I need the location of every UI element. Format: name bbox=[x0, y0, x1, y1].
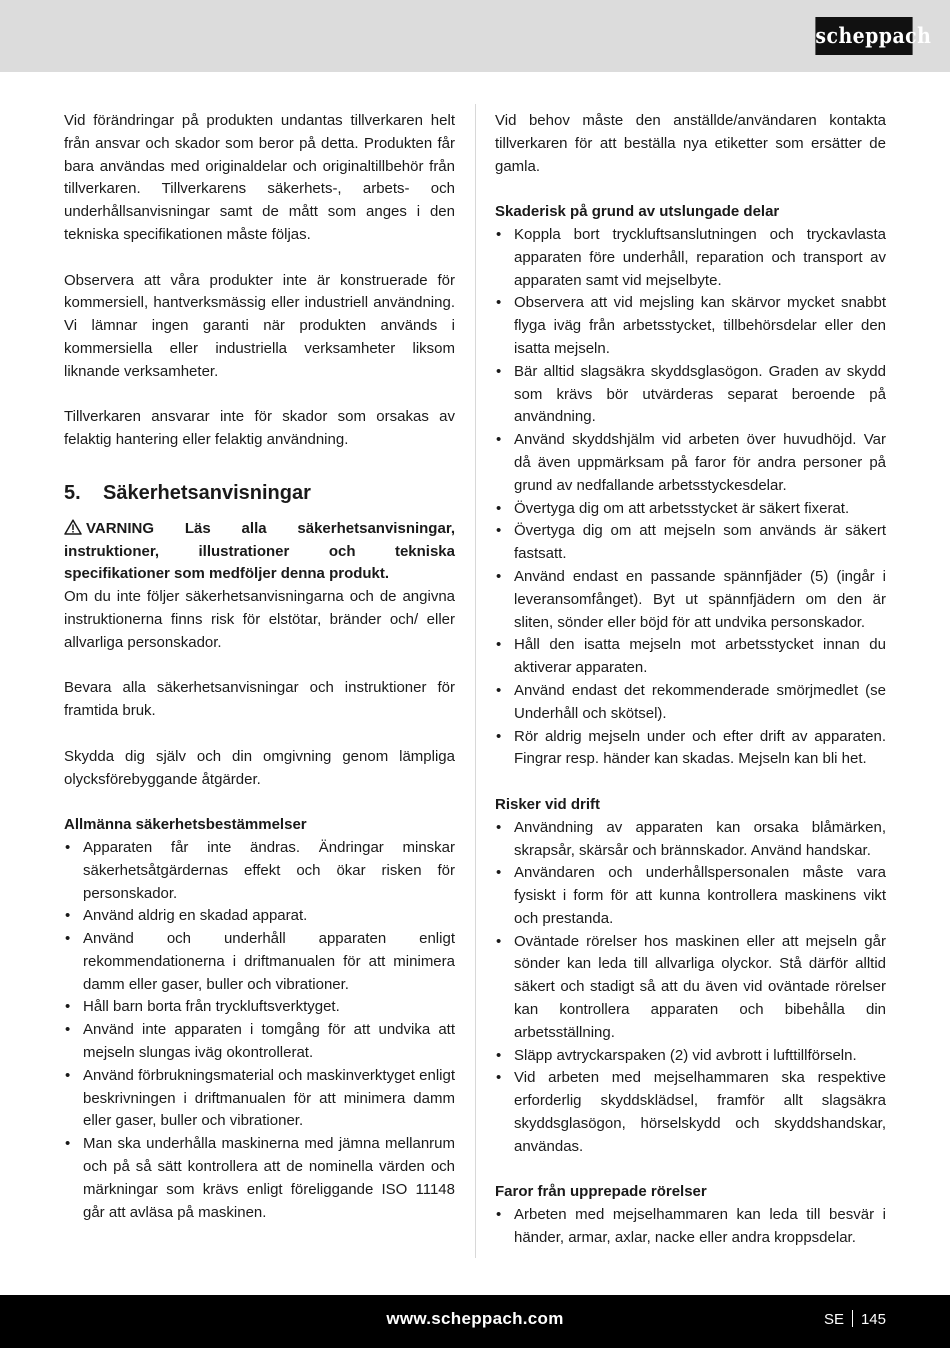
warning-paragraph bbox=[64, 518, 455, 586]
intro-paragraph-2: Observera att våra produkter inte är konstruerade för kommersiell, hantverksmässig eller industriell användning. Vi lämnar ingen garanti när produkten används i kommersiella eller industriella verksamheter liksom liknande verksamheter. bbox=[64, 271, 455, 380]
section-heading bbox=[64, 479, 455, 507]
right-column bbox=[495, 110, 886, 1250]
operation-risks-heading: Risker vid drift bbox=[495, 795, 601, 813]
operation-risks-list bbox=[495, 817, 886, 1159]
column-divider bbox=[475, 104, 476, 1258]
section-number: 5. bbox=[64, 481, 81, 504]
list-item: • Håll den isatta mejseln mot arbetsstycket innan du aktiverar apparaten. bbox=[495, 634, 886, 680]
repeated-motion-list bbox=[495, 1204, 886, 1250]
website-link[interactable]: www.scheppach.com bbox=[386, 1309, 564, 1328]
ejected-parts-heading: Skaderisk på grund av utslungade delar bbox=[495, 203, 780, 221]
intro-paragraph-1: Vid förändringar på produkten undantas tillverkaren helt från ansvar och skador som beror på detta. Produkten får bara användas med originaldelar och originaltillbehör från tillverkaren. Tillverkarens säkerhets-, arbets- och underhållsanvisningar samt de mått som anges i den tekniska specifikationen måste följas. bbox=[64, 112, 455, 243]
warning-bold-text: VARNING Läs alla säkerhetsanvisningar, instruktioner, illustrationer och tekniska specifikationer som medföljer denna produkt. bbox=[64, 519, 455, 583]
list-item: • Man ska underhålla maskinerna med jämna mellanrum och på så sätt kontrollera att de nominella värden och märkningar som krävs enligt föreliggande ISO 11148 går att avläsa på maskinen. bbox=[64, 1133, 455, 1224]
list-item: • Håll barn borta från tryckluftsverktyget. bbox=[64, 996, 455, 1019]
list-item: • Vid arbeten med mejselhammaren ska respektive erforderlig skyddsklädsel, framför allt slagsäkra skyddsglasögon, hörselskydd och skyddshandskar, användas. bbox=[495, 1067, 886, 1158]
repeated-motion-heading: Faror från upprepade rörelser bbox=[495, 1183, 707, 1201]
page-indicator bbox=[824, 1310, 886, 1328]
list-item: • Användning av apparaten kan orsaka blåmärken, skrapsår, skärsår och brännskador. Använd handskar. bbox=[495, 817, 886, 863]
keep-instructions-text: Bevara alla säkerhetsanvisningar och instruktioner för framtida bruk. bbox=[64, 679, 455, 720]
list-item: • Arbeten med mejselhammaren kan leda till besvär i händer, armar, axlar, nacke eller andra kroppsdelar. bbox=[495, 1204, 886, 1250]
ejected-parts-list bbox=[495, 224, 886, 771]
list-item: • Användaren och underhållspersonalen måste vara fysiskt i form för att kunna kontrollera maskinens vikt och prestanda. bbox=[495, 862, 886, 930]
language-code: SE bbox=[823, 1311, 844, 1328]
list-item: • Koppla bort tryckluftsanslutningen och tryckavlasta apparaten före underhåll, reparation och transport av apparaten samt vid mejselbyte. bbox=[495, 224, 886, 292]
page-separator bbox=[852, 1310, 853, 1327]
scheppach-logo: scheppach bbox=[815, 17, 912, 55]
section-title: Säkerhetsanvisningar bbox=[103, 481, 311, 504]
left-column bbox=[64, 110, 455, 1224]
list-item: • Rör aldrig mejseln under och efter drift av apparaten. Fingrar resp. händer kan skadas. Mejseln kan bli het. bbox=[495, 726, 886, 772]
list-item: • Använd inte apparaten i tomgång för att undvika att mejseln slungas iväg okontrollerat. bbox=[64, 1019, 455, 1065]
list-item: • Övertyga dig om att mejseln som används är säkert fastsatt. bbox=[495, 520, 886, 566]
warning-text: Om du inte följer säkerhetsanvisningarna och de angivna instruktionerna finns risk för elstötar, bränder och/ eller allvarliga personskador. bbox=[64, 588, 455, 651]
list-item: • Apparaten får inte ändras. Ändringar minskar säkerhetsåtgärdernas effekt och ökar risken för personskador. bbox=[64, 837, 455, 905]
list-item: • Oväntade rörelser hos maskinen eller att mejseln går sönder kan leda till allvarliga olyckor. Stå därför alltid säkert och stadigt så att du även vid oväntade rörelser kan kontrollera apparaten och bibehålla din arbetsställning. bbox=[495, 931, 886, 1045]
general-safety-heading: Allmänna säkerhetsbestämmelser bbox=[64, 816, 307, 834]
footer-bar bbox=[0, 1295, 950, 1348]
protect-text: Skydda dig själv och din omgivning genom lämpliga olycksförebyggande åtgärder. bbox=[64, 747, 455, 788]
list-item: • Använd förbrukningsmaterial och maskinverktyget enligt beskrivningen i driftmanualen för att minimera damm eller gaser, buller och vibrationer. bbox=[64, 1065, 455, 1133]
list-item: • Observera att vid mejsling kan skärvor mycket snabbt flyga iväg från arbetsstycket, tillbehörsdelar eller den isatta mejseln. bbox=[495, 292, 886, 360]
page-number: 145 bbox=[860, 1311, 886, 1328]
list-item: • Släpp avtryckarspaken (2) vid avbrott i lufttillförseln. bbox=[495, 1045, 886, 1068]
list-item: • Använd endast en passande spännfjäder (5) (ingår i leveransomfånget). Byt ut spännfjädern om den är sliten, sönder eller böjd för att undvika personskador. bbox=[495, 566, 886, 634]
warning-triangle-icon bbox=[64, 519, 82, 535]
general-safety-list bbox=[64, 837, 455, 1225]
list-item: • Använd aldrig en skadad apparat. bbox=[64, 905, 455, 928]
labels-intro-paragraph: Vid behov måste den anställde/användaren kontakta tillverkaren för att beställa nya etiketter som ersätter de gamla. bbox=[495, 112, 886, 175]
list-item: • Övertyga dig om att arbetsstycket är säkert fixerat. bbox=[495, 498, 886, 521]
list-item: • Använd och underhåll apparaten enligt rekommendationerna i driftmanualen för att minimera damm eller gaser, buller och vibrationer. bbox=[64, 928, 455, 996]
intro-paragraph-3: Tillverkaren ansvarar inte för skador som orsakas av felaktig hantering eller felaktig användning. bbox=[64, 408, 455, 449]
list-item: • Använd endast det rekommenderade smörjmedlet (se Underhåll och skötsel). bbox=[495, 680, 886, 726]
list-item: • Använd skyddshjälm vid arbeten över huvudhöjd. Var då även uppmärksam på faror för andra personer på grund av nedfallande arbetsstyckesdelar. bbox=[495, 429, 886, 497]
header-bar bbox=[0, 0, 950, 72]
list-item: • Bär alltid slagsäkra skyddsglasögon. Graden av skydd som krävs bör utvärderas separat beroende på användning. bbox=[495, 361, 886, 429]
